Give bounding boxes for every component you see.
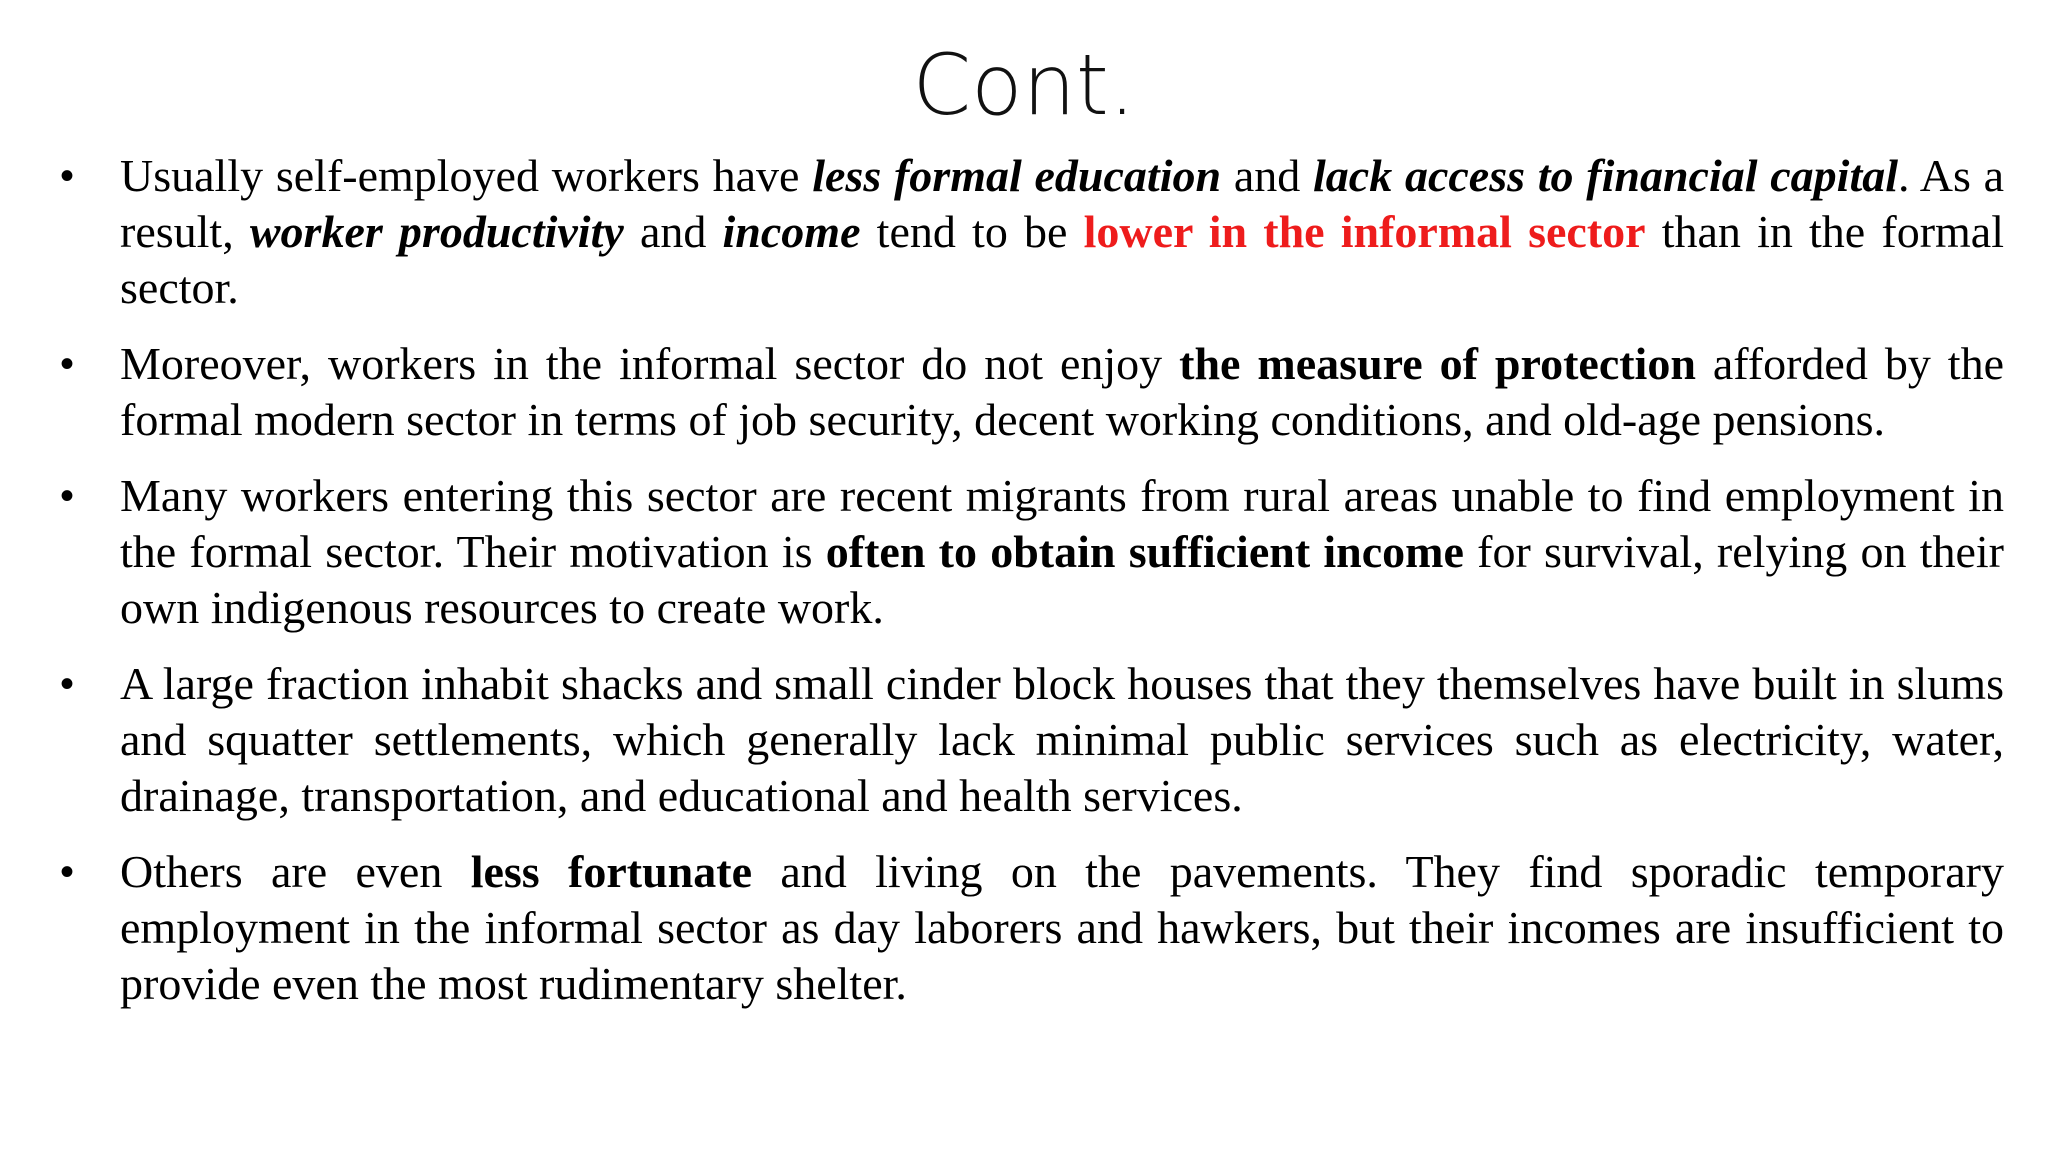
bullet-text: . As a result, — [120, 150, 2005, 257]
bullet-icon: • — [60, 850, 75, 894]
slide-title: Cont. — [912, 36, 1136, 134]
bullet-text: Moreover, workers in the informal sector do not enjoy — [120, 338, 1180, 389]
bullet-icon: • — [60, 342, 75, 386]
emphasis-text: the measure of protection — [1179, 338, 1696, 389]
bullet-text: and — [1221, 150, 1313, 201]
bullet-icon: • — [60, 662, 75, 706]
bullet-text: A large fraction inhabit shacks and small cinder block houses that they themselves have built in slums and squatter settlements, which generally lack minimal public services such as electricity, water, drainage, transportation, and educational and health services. — [120, 658, 2004, 821]
emphasis-text: lack access to financial capital — [1313, 150, 1899, 201]
emphasis-text: less formal education — [812, 150, 1222, 201]
emphasis-text: worker productivity — [249, 206, 624, 257]
bullet-item — [60, 656, 2004, 824]
bullet-text: for survival, relying on their own indigenous resources to create work. — [120, 526, 2004, 633]
bullet-item — [60, 148, 2004, 316]
emphasis-text: less fortunate — [470, 846, 752, 897]
emphasis-text: income — [722, 206, 861, 257]
bullet-text: Usually self-employed workers have — [120, 150, 813, 201]
emphasis-text: often to obtain sufficient income — [825, 526, 1464, 577]
bullet-text: and — [623, 206, 723, 257]
bullet-item — [60, 844, 2004, 1012]
bullet-item — [60, 468, 2004, 636]
highlight-text: lower in the informal sector — [1083, 206, 1646, 257]
bullet-text: tend to be — [860, 206, 1084, 257]
bullet-text: Many workers entering this sector are recent migrants from rural areas unable to find employment in the formal sector. Their motivation is — [120, 470, 2004, 577]
bullet-text: Others are even — [120, 846, 471, 897]
bullet-text: and living on the pavements. They find sporadic temporary employment in the informal sector as day laborers and hawkers, but their incomes are insufficient to provide even the most rudimentary shelter. — [120, 846, 2004, 1009]
bullet-icon: • — [60, 154, 75, 198]
bullet-icon: • — [60, 474, 75, 518]
bullet-text: afforded by the formal modern sector in terms of job security, decent working conditions, and old-age pensions. — [120, 338, 2004, 445]
bullet-item — [60, 336, 2004, 448]
bullet-list — [60, 148, 2004, 1032]
bullet-text: than in the formal sector. — [120, 206, 2004, 313]
